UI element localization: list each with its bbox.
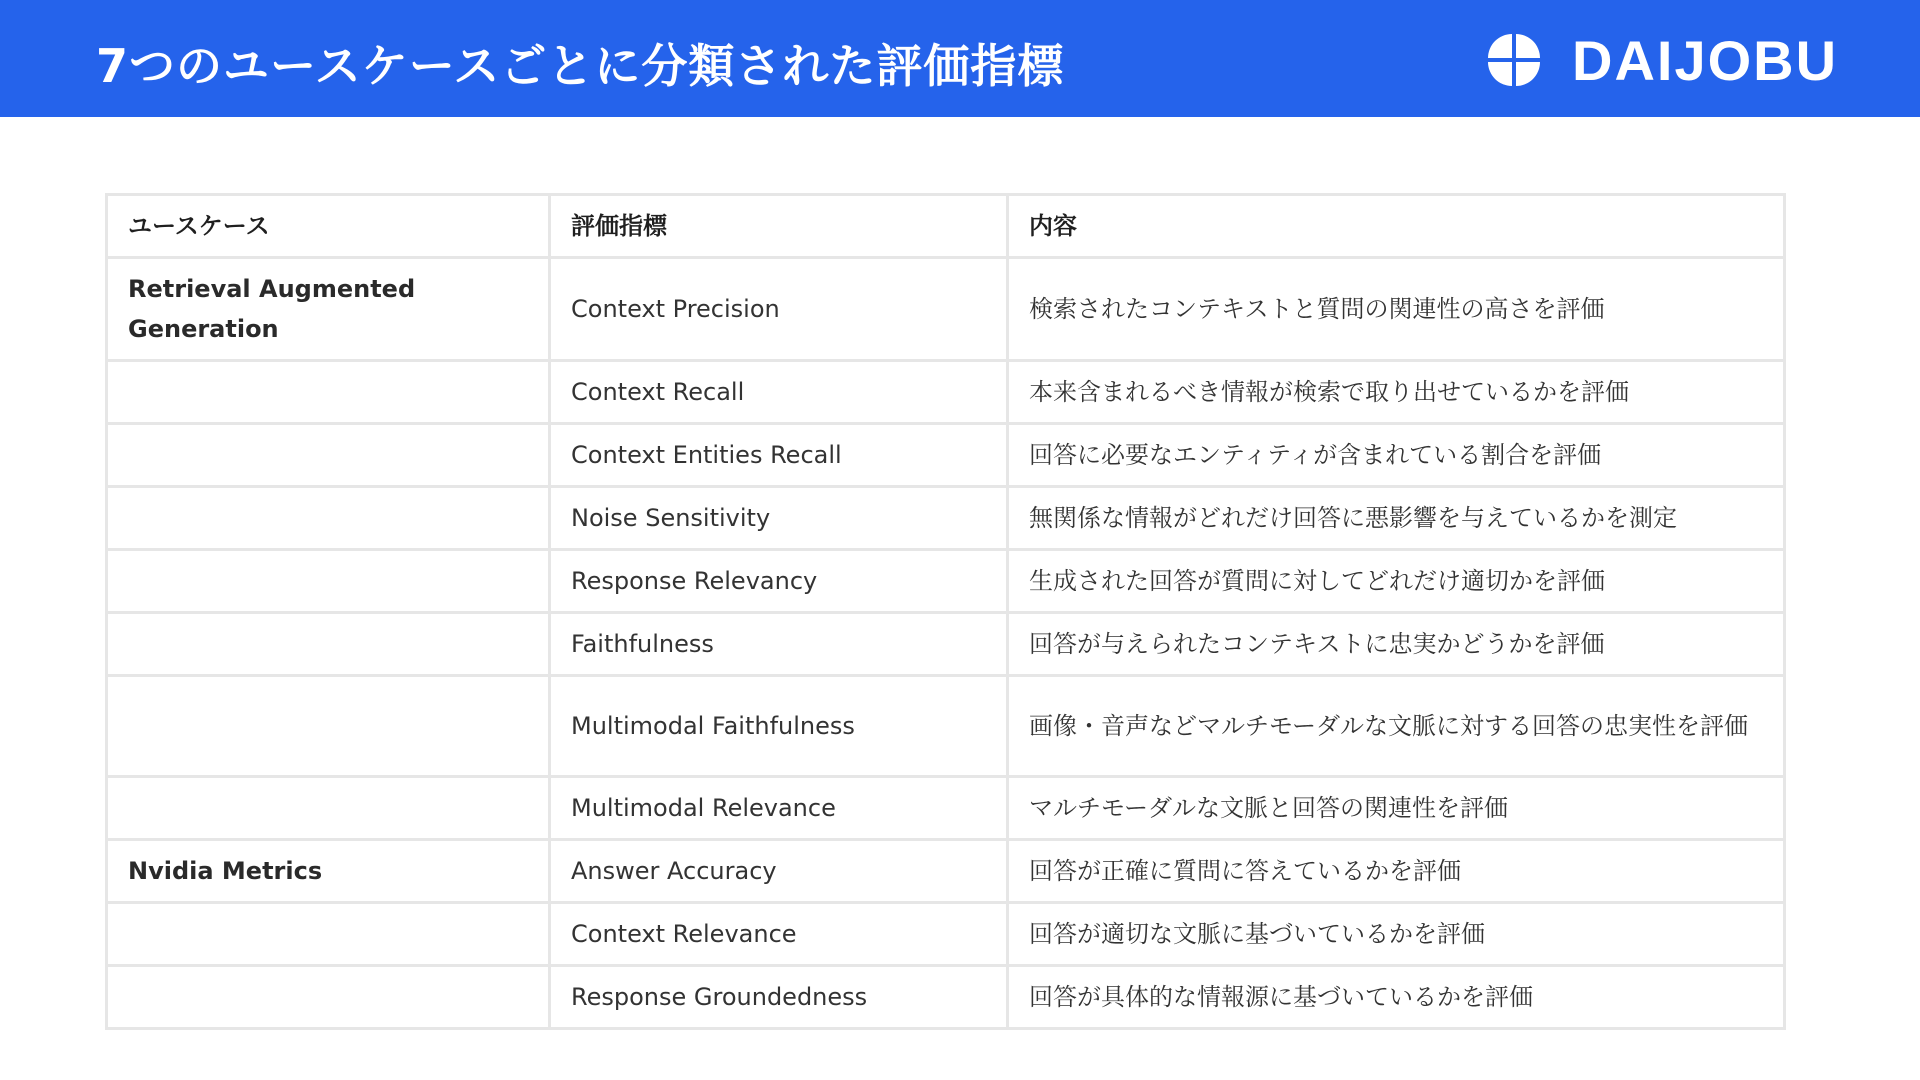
table-row — [107, 487, 1785, 550]
usecase-cell — [107, 966, 550, 1029]
table-header-row — [107, 195, 1785, 258]
usecase-cell — [107, 361, 550, 424]
description-cell: 回答が適切な文脈に基づいているかを評価 — [1008, 903, 1785, 966]
table-row — [107, 676, 1785, 777]
usecase-cell — [107, 676, 550, 777]
metric-cell: Multimodal Relevance — [550, 777, 1008, 840]
usecase-cell — [107, 487, 550, 550]
four-petal-logo-icon — [1478, 24, 1550, 96]
metric-cell: Faithfulness — [550, 613, 1008, 676]
table-row — [107, 613, 1785, 676]
table-row — [107, 361, 1785, 424]
metric-cell: Context Relevance — [550, 903, 1008, 966]
description-cell: 検索されたコンテキストと質問の関連性の高さを評価 — [1008, 258, 1785, 361]
table-row — [107, 424, 1785, 487]
description-cell: マルチモーダルな文脈と回答の関連性を評価 — [1008, 777, 1785, 840]
column-header-usecase: ユースケース — [107, 195, 550, 258]
page-title: 7つのユースケースごとに分類された評価指標 — [96, 39, 1065, 93]
description-cell: 本来含まれるべき情報が検索で取り出せているかを評価 — [1008, 361, 1785, 424]
description-cell: 画像・音声などマルチモーダルな文脈に対する回答の忠実性を評価 — [1008, 676, 1785, 777]
usecase-cell — [107, 903, 550, 966]
usecase-cell — [107, 613, 550, 676]
usecase-cell — [107, 424, 550, 487]
column-header-metric: 評価指標 — [550, 195, 1008, 258]
description-cell: 回答に必要なエンティティが含まれている割合を評価 — [1008, 424, 1785, 487]
table-row — [107, 840, 1785, 903]
table-row — [107, 903, 1785, 966]
table-row — [107, 550, 1785, 613]
usecase-cell — [107, 777, 550, 840]
description-cell: 回答が与えられたコンテキストに忠実かどうかを評価 — [1008, 613, 1785, 676]
header-bar — [0, 0, 1920, 117]
metric-cell: Noise Sensitivity — [550, 487, 1008, 550]
metrics-table — [105, 193, 1786, 1030]
metric-cell: Context Recall — [550, 361, 1008, 424]
description-cell: 無関係な情報がどれだけ回答に悪影響を与えているかを測定 — [1008, 487, 1785, 550]
metric-cell: Context Precision — [550, 258, 1008, 361]
metric-cell: Response Relevancy — [550, 550, 1008, 613]
metric-cell: Multimodal Faithfulness — [550, 676, 1008, 777]
description-cell: 生成された回答が質問に対してどれだけ適切かを評価 — [1008, 550, 1785, 613]
table-row — [107, 966, 1785, 1029]
usecase-cell — [107, 550, 550, 613]
metric-cell: Context Entities Recall — [550, 424, 1008, 487]
table-row — [107, 777, 1785, 840]
column-header-description: 内容 — [1008, 195, 1785, 258]
description-cell: 回答が具体的な情報源に基づいているかを評価 — [1008, 966, 1785, 1029]
brand-name: DAIJOBU — [1572, 28, 1839, 92]
metric-cell: Answer Accuracy — [550, 840, 1008, 903]
usecase-cell: Nvidia Metrics — [107, 840, 550, 903]
table-row — [107, 258, 1785, 361]
brand — [1478, 24, 1838, 96]
usecase-cell: Retrieval Augmented Generation — [107, 258, 550, 361]
description-cell: 回答が正確に質問に答えているかを評価 — [1008, 840, 1785, 903]
metric-cell: Response Groundedness — [550, 966, 1008, 1029]
